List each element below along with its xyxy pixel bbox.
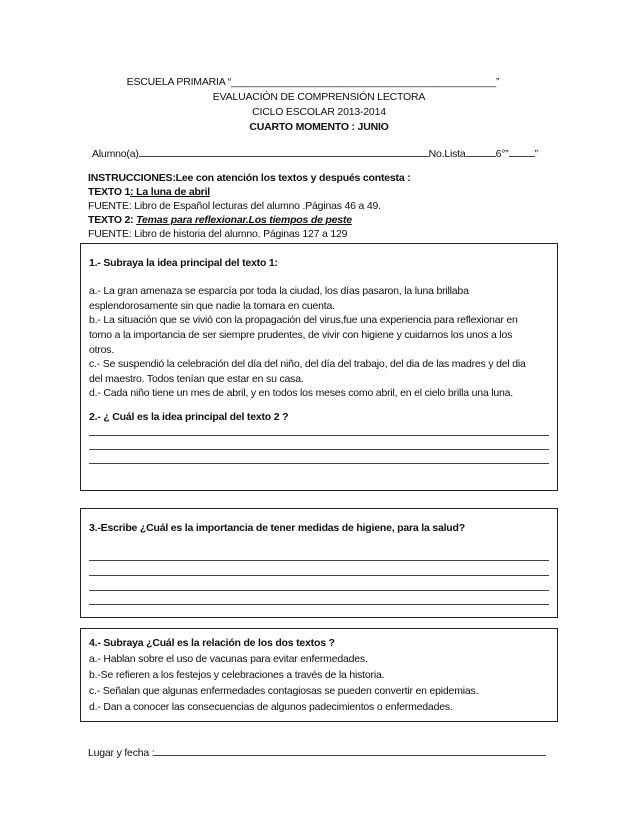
- q4-option-d[interactable]: d.- Dan a conocer las consecuencias de algunos padecimientos o enfermedades.: [89, 701, 453, 713]
- school-cycle: CICLO ESCOLAR 2013-2014: [252, 106, 386, 118]
- list-number-label: No.Lista: [428, 148, 466, 160]
- q1-title: 1.- Subraya la idea principal del texto 1:: [89, 257, 278, 269]
- text2-label: TEXTO 2:: [88, 214, 134, 226]
- group-field[interactable]: [509, 147, 535, 157]
- q2-answer-line[interactable]: [89, 449, 549, 450]
- q4-option-a[interactable]: a.- Hablan sobre el uso de vacunas para evitar enfermedades.: [89, 653, 368, 665]
- q3-answer-line[interactable]: [89, 590, 549, 591]
- q3-answer-line[interactable]: [89, 575, 549, 576]
- school-name-line: ESCUELA PRIMARIA “_______________________________________________”: [126, 76, 500, 88]
- q2-title: 2.- ¿ Cuál es la idea principal del texto 2 ?: [89, 411, 289, 423]
- q4-option-b[interactable]: b.-Se refieren a los festejos y celebraciones a través de la historia.: [89, 669, 385, 681]
- q1-option-b-line2[interactable]: torno a la importancia de ser siempre prudentes, de vivir con higiene y cuidarnos los unos a los: [89, 329, 513, 341]
- q1-option-d[interactable]: d.- Cada niño tiene un mes de abril, y en todos los meses como abril, en el cielo brilla una luna.: [89, 387, 513, 399]
- q4-option-c[interactable]: c.- Señalan que algunas enfermedades contagiosas se pueden convertir en epidemias.: [89, 685, 479, 697]
- text2-title: Temas para reflexionar.Los tiempos de peste: [136, 214, 352, 226]
- question-box-2: [80, 508, 558, 618]
- q1-option-c-line2[interactable]: del maestro. Todos tenían que estar en su casa.: [89, 373, 304, 385]
- q3-answer-line[interactable]: [89, 560, 549, 561]
- q1-option-b-line1[interactable]: b.- La situación que se vivió con la propagación del virus,fue una experiencia para reflexionar en: [89, 314, 518, 326]
- text1-label: TEXTO 1: [88, 186, 131, 198]
- student-line-suffix: ”: [534, 148, 538, 160]
- list-number-field[interactable]: [466, 147, 496, 157]
- text2-source: FUENTE: Libro de historia del alumno. Páginas 127 a 129: [88, 228, 348, 240]
- text1-source: FUENTE: Libro de Español lecturas del alumno .Páginas 46 a 49.: [88, 200, 381, 212]
- q1-option-a-line2[interactable]: esplendorosamente sin que nadie la tomara en cuenta.: [89, 300, 335, 312]
- question-box-1: [80, 243, 558, 491]
- q1-option-a-line1[interactable]: a.- La gran amenaza se esparcía por toda la ciudad, los días pasaron, la luna brillaba: [89, 285, 469, 297]
- q4-title: 4.- Subraya ¿Cuál es la relación de los dos textos ?: [89, 637, 335, 649]
- student-name-field[interactable]: [139, 147, 429, 157]
- q3-answer-line[interactable]: [89, 604, 549, 605]
- evaluation-title: EVALUACIÓN DE COMPRENSIÓN LECTORA: [212, 91, 426, 103]
- place-date-field[interactable]: [154, 746, 546, 756]
- student-label: Alumno(a): [92, 148, 139, 160]
- q2-answer-line[interactable]: [89, 463, 549, 464]
- text1-heading: [88, 186, 210, 198]
- text1-title: : La luna de abril: [130, 186, 211, 198]
- instructions-heading: INSTRUCCIONES:Lee con atención los textos y después contesta :: [88, 172, 411, 184]
- place-date-label: Lugar y fecha :: [88, 747, 155, 759]
- moment-title: CUARTO MOMENTO : JUNIO: [249, 121, 389, 133]
- q3-title: 3.-Escribe ¿Cuál es la importancia de tener medidas de higiene, para la salud?: [89, 522, 465, 534]
- place-date-line: [88, 746, 546, 759]
- student-line: [92, 147, 538, 160]
- q2-answer-line[interactable]: [89, 435, 549, 436]
- text2-heading: [88, 214, 352, 226]
- question-box-3: [80, 628, 558, 722]
- q1-option-b-line3[interactable]: otros.: [89, 344, 115, 356]
- q1-option-c-line1[interactable]: c.- Se suspendió la celebración del día del niño, del día del trabajo, del dia de las madres y del dia: [89, 358, 526, 370]
- grade-label: 6°”: [495, 148, 509, 160]
